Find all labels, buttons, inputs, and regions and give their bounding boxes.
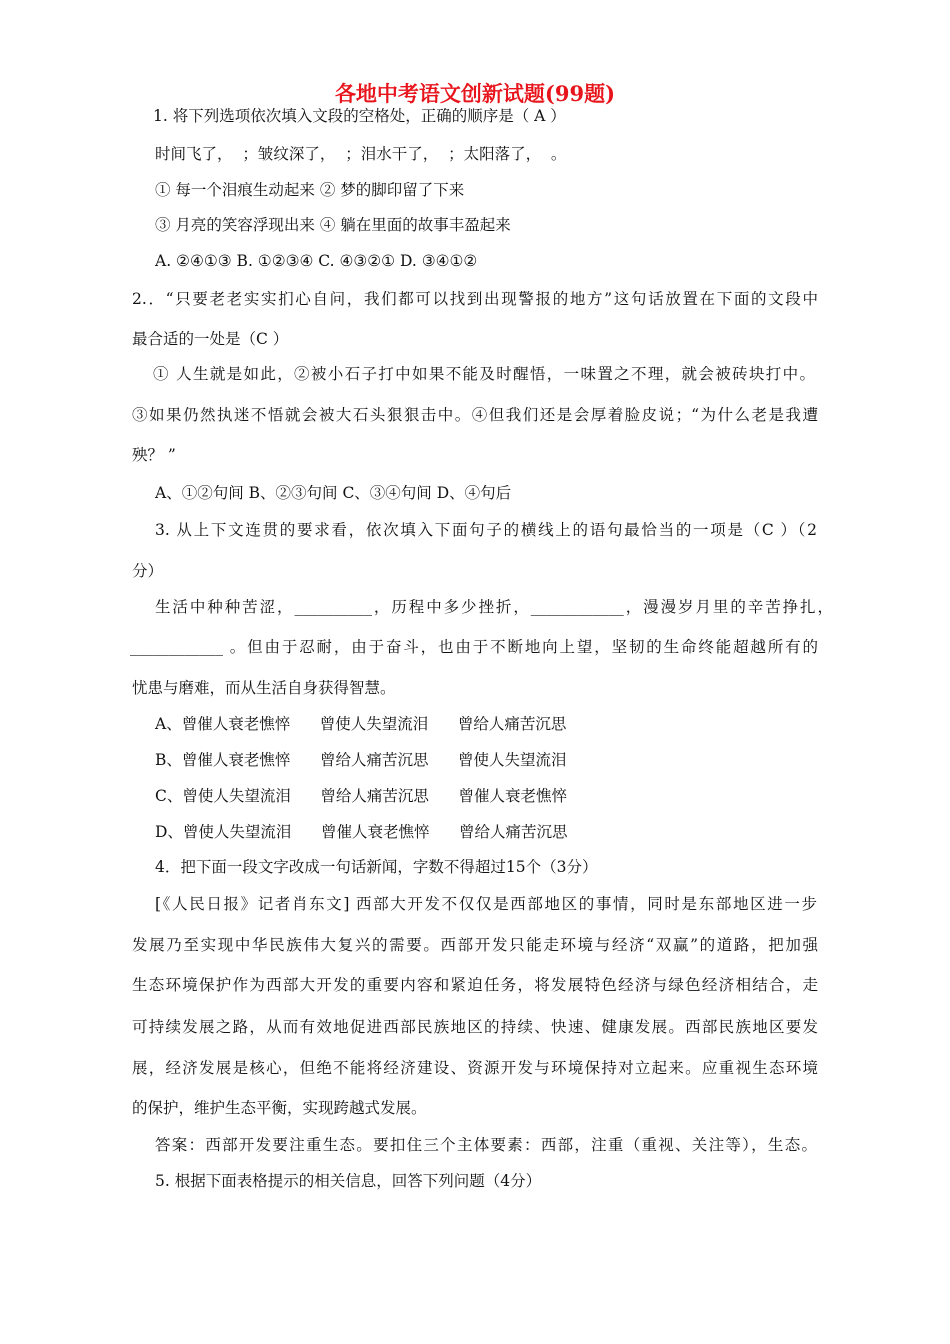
document-title: 各地中考语文创新试题(99题)	[334, 81, 616, 106]
answer-line: 答案：西部开发要注重生态。要扣住三个主体要素：西部，注重（重视、关注等），生态。	[155, 1136, 817, 1154]
text-line: ① 每一个泪痕生动起来 ② 梦的脚印留了下来	[155, 181, 465, 199]
text-line: [《人民日报》记者肖东文] 西部大开发不仅仅是西部地区的事情，同时是东部地区进一步	[155, 895, 817, 913]
text-line: 最合适的一处是（C ）	[132, 330, 289, 348]
text-line: ③ 月亮的笑容浮现出来 ④ 躺在里面的故事丰盈起来	[155, 216, 511, 234]
text-line: 分）	[132, 562, 164, 580]
text-line: ① 人生就是如此，②被小石子打中如果不能及时醒悟，一味置之不理，就会被砖块打中。	[153, 365, 815, 383]
text-line: ____________ 。但由于忍耐，由于奋斗，也由于不断地向上望，坚韧的生命终能超越所有的	[130, 638, 818, 656]
text-line: 可持续发展之路，从而有效地促进西部民族地区的持续、快速、健康发展。西部民族地区要发	[132, 1018, 818, 1036]
text-line: 时间飞了， ；皱纹深了， ；泪水干了， ；太阳落了， 。	[155, 145, 567, 163]
text-line: C、曾使人失望流泪 曾给人痛苦沉思 曾催人衰老憔悴	[155, 787, 567, 805]
text-line: 1. 将下列选项依次填入文段的空格处，正确的顺序是（ A ）	[153, 107, 566, 125]
text-line: 展，经济发展是核心，但绝不能将经济建设、资源开发与环境保持对立起来。应重视生态环境	[132, 1059, 818, 1077]
text-line: 2.．“只要老老实实扪心自问，我们都可以找到出现警报的地方”这句话放置在下面的文段中	[132, 290, 818, 308]
text-line: D、曾使人失望流泪 曾催人衰老憔悴 曾给人痛苦沉思	[155, 823, 568, 841]
text-line: B、曾催人衰老憔悴 曾给人痛苦沉思 曾使人失望流泪	[155, 751, 567, 769]
text-line: 5. 根据下面表格提示的相关信息，回答下列问题（4分）	[155, 1172, 542, 1190]
text-line: A. ②④①③ B. ①②③④ C. ④③②① D. ③④①②	[155, 252, 478, 270]
text-line: 的保护，维护生态平衡，实现跨越式发展。	[132, 1099, 427, 1117]
text-line: 3. 从上下文连贯的要求看，依次填入下面句子的横线上的语句最恰当的一项是（C ）（2	[155, 521, 817, 539]
text-line: A、曾催人衰老憔悴 曾使人失望流泪 曾给人痛苦沉思	[155, 715, 567, 733]
text-line: 发展乃至实现中华民族伟大复兴的需要。西部开发只能走环境与经济“双赢”的道路，把加强	[132, 936, 818, 954]
text-line: 殃？ ”	[132, 446, 176, 464]
text-line: 生活中种种苦涩，__________，历程中多少挫折，____________，漫漫岁月里的辛苦挣扎，	[155, 598, 833, 616]
text-line: 4．把下面一段文字改成一句话新闻，字数不得超过15个（3分）	[155, 858, 598, 876]
text-line: 忧患与磨难，而从生活自身获得智慧。	[132, 679, 396, 697]
text-line: ③如果仍然执迷不悟就会被大石头狠狠击中。④但我们还是会厚着脸皮说；“为什么老是我遭	[132, 406, 818, 424]
text-line: 生态环境保护作为西部大开发的重要内容和紧迫任务，将发展特色经济与绿色经济相结合，走	[132, 976, 818, 994]
text-line: A、①②句间 B、②③句间 C、③④句间 D、④句后	[155, 484, 512, 502]
